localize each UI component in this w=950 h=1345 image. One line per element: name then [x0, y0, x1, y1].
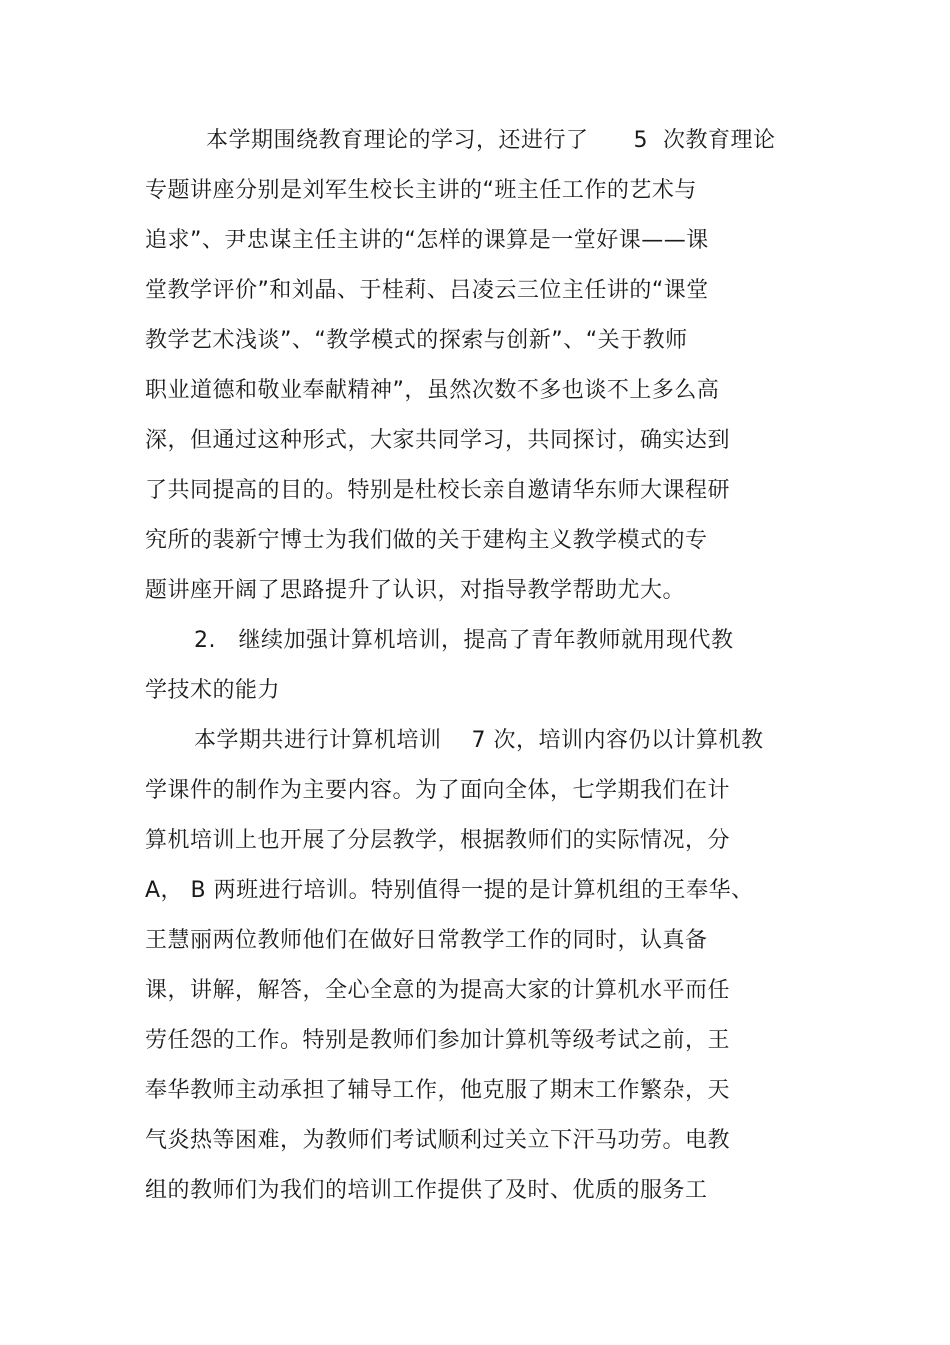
paragraph-line-9: 究所的裴新宁博士为我们做的关于建构主义教学模式的专	[145, 528, 708, 553]
paragraph-line-1: 本学期围绕教育理论的学习，还进行了 5 次教育理论	[206, 128, 776, 153]
paragraph-line-19: 气炎热等困难，为教师们考试顺利过关立下汗马功劳。电教	[145, 1128, 731, 1153]
paragraph-line-11: 本学期共进行计算机培训 7 次，培训内容仍以计算机教	[194, 728, 764, 753]
paragraph-line-14: A， B 两班进行培训。特别值得一提的是计算机组的王奉华、	[145, 878, 754, 903]
paragraph-line-5: 教学艺术浅谈”、“教学模式的探索与创新”、“关于教师	[145, 328, 688, 353]
paragraph-line-7: 深，但通过这种形式，大家共同学习，共同探讨，确实达到	[145, 428, 731, 453]
paragraph-line-13: 算机培训上也开展了分层教学，根据教师们的实际情况，分	[145, 828, 731, 853]
paragraph-line-6: 职业道德和敬业奉献精神”，虽然次数不多也谈不上多么高	[145, 378, 720, 403]
paragraph-line-4: 堂教学评价”和刘晶、于桂莉、吕凌云三位主任讲的“课堂	[145, 278, 709, 303]
paragraph-line-12: 学课件的制作为主要内容。为了面向全体，七学期我们在计	[145, 778, 731, 803]
section-heading-line-1: 2. 继续加强计算机培训，提高了青年教师就用现代教	[194, 628, 734, 653]
paragraph-line-2: 专题讲座分别是刘军生校长主讲的“班主任工作的艺术与	[145, 178, 697, 203]
paragraph-line-16: 课，讲解，解答，全心全意的为提高大家的计算机水平而任	[145, 978, 731, 1003]
paragraph-line-15: 王慧丽两位教师他们在做好日常教学工作的同时，认真备	[145, 928, 708, 953]
paragraph-line-20: 组的教师们为我们的培训工作提供了及时、优质的服务工	[145, 1178, 708, 1203]
section-heading-line-2: 学技术的能力	[145, 678, 281, 703]
paragraph-line-3: 追求”、尹忠谋主任主讲的“怎样的课算是一堂好课——课	[145, 228, 709, 253]
paragraph-line-8: 了共同提高的目的。特别是杜校长亲自邀请华东师大课程研	[145, 478, 731, 503]
paragraph-line-10: 题讲座开阔了思路提升了认识，对指导教学帮助尤大。	[145, 578, 686, 603]
paragraph-line-18: 奉华教师主动承担了辅导工作，他克服了期末工作繁杂，天	[145, 1078, 731, 1103]
paragraph-line-17: 劳任怨的工作。特别是教师们参加计算机等级考试之前，王	[145, 1028, 731, 1053]
